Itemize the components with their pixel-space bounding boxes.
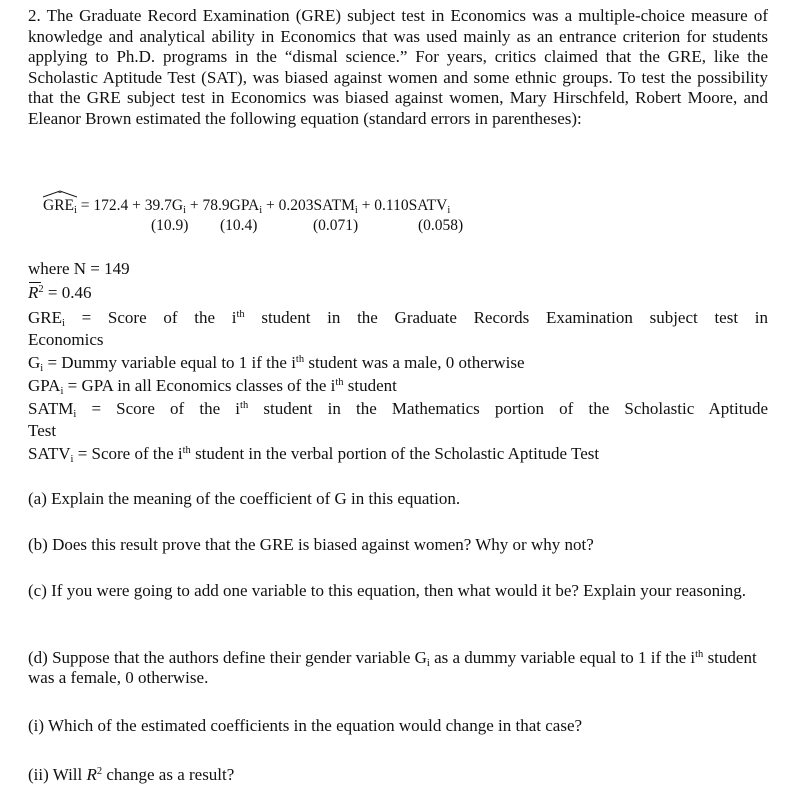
se-satm: (0.071)	[313, 217, 359, 234]
se-g: (10.9)	[151, 217, 189, 234]
r-squared: $R^2 = 0.46$	[28, 283, 92, 302]
question-intro-text: The Graduate Record Examination (GRE) subject test in Economics was a multiple-choice measure of knowledge and analytical ability in Economics that was used mainly as an entrance criterion for students applying to Ph.D. programs in the “dismal science.” For years, critics claimed that the GRE, like the Scholastic Aptitude Test (SAT), was biased against women and some ethnic groups. To test the possibility that the GRE subject test in Economics was biased against women, Mary Hirschfeld, Robert Moore, and Eleanor Brown estimated the following equation (standard errors in parentheses):	[28, 6, 768, 128]
part-c: (c) If you were going to add one variable to this equation, then what would it be? Explain your reasoning.	[28, 581, 747, 600]
def-gre: $GRE_i$ = Score of the $i^{th}$ student in the Graduate Records Examination subject test in Economics	[28, 308, 768, 349]
se-gpa: (10.4)	[220, 217, 258, 234]
part-a: (a) Explain the meaning of the coefficient of G in this equation.	[28, 489, 461, 508]
question-number: 2.	[28, 6, 41, 25]
part-b: (b) Does this result prove that the GRE is biased against women? Why or why not?	[28, 535, 594, 554]
part-d-i: (i) Which of the estimated coefficients in the equation would change in that case?	[28, 716, 583, 735]
se-satv: (0.058)	[418, 217, 464, 234]
def-g: $G_i$ = Dummy variable equal to 1 if the $i^{th}$ student was a male, 0 otherwise	[28, 353, 525, 374]
gre-hat-term: $GRE_i$	[43, 197, 77, 215]
def-satv: $SATV_i$ = Score of the $i^{th}$ student in the verbal portion of the Scholastic Aptitude Test	[28, 444, 600, 465]
part-d: (d) Suppose that the authors define their gender variable $G_i$ as a dummy variable equal to 1 if the $i^{th}$ student was a female, 0 otherwise.	[28, 648, 757, 687]
def-satm: $SATM_i$ = Score of the $i^{th}$ student in the Mathematics portion of the Scholastic Aptitude Test	[28, 399, 769, 440]
sample-size: where N = 149	[28, 259, 130, 278]
def-gpa: $GPA_i$ = GPA in all Economics classes of the $i^{th}$ student	[28, 376, 397, 397]
part-d-ii: (ii) Will $R^2$ change as a result?	[28, 765, 235, 784]
regression-equation: $GRE_i = 172.4 + 39.7G_i + 78.9GPA_i$ + $0.203SATM_i$ + $0.110SATV_i$	[43, 197, 450, 215]
hat-accent-icon	[43, 190, 77, 197]
question-intro	[28, 6, 768, 129]
bar-accent-icon	[29, 281, 41, 284]
